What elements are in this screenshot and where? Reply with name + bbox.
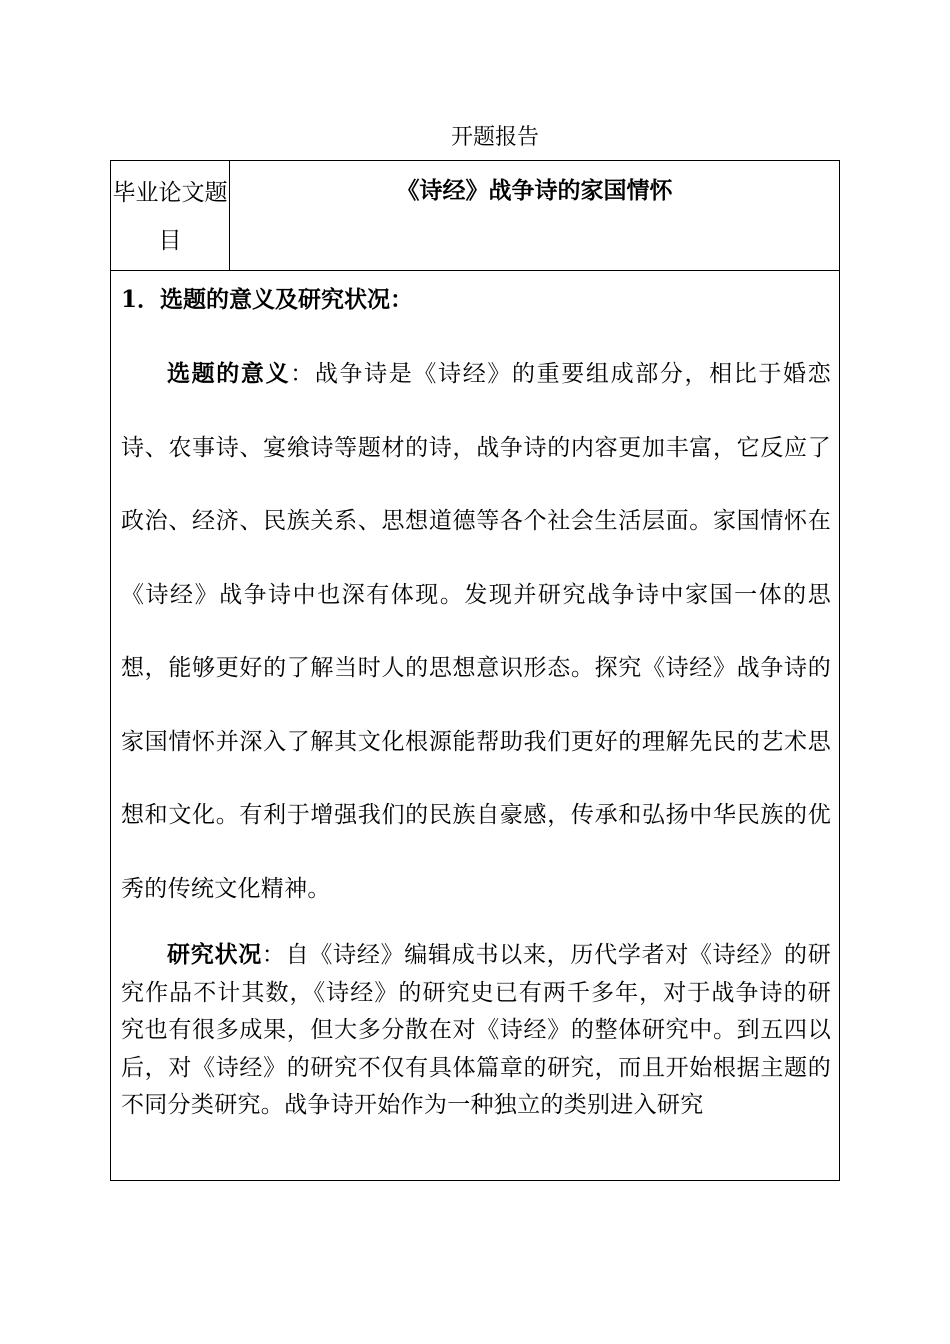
thesis-topic: 《诗经》战争诗的家国情怀 — [396, 177, 673, 204]
significance-lead: 选题的意义 — [167, 360, 291, 387]
thesis-title-label: 毕业论文题 目 — [111, 161, 230, 270]
section-heading: 1．选题的意义及研究状况： — [121, 286, 414, 313]
research-status-paragraph — [121, 936, 831, 1125]
significance-text: ：战争诗是《诗经》的重要组成部分，相比于婚恋诗、农事诗、宴飨诗等题材的诗，战争诗的内容更加丰富，它反应了政治、经济、民族关系、思想道德等各个社会生活层面。家国情怀在《诗经》战争诗中也深有体现。发现并研究战争诗中家国一体的思想，能够更好的了解当时人的思想意识形态。探究《诗经》战争诗的家国情怀并深入了解其文化根源能帮助我们更好的理解先民的艺术思想和文化。有利于增强我们的民族自豪感，传承和弘扬中华民族的优秀的传统文化精神。 — [121, 361, 831, 902]
research-status-text: ：自《诗经》编辑成书以来，历代学者对《诗经》的研究作品不计其数，《诗经》的研究史已有两千多年，对于战争诗的研究也有很多成果，但大多分散在对《诗经》的整体研究中。到五四以后，对《诗经》的研究不仅有具体篇章的研究，而且开始根据主题的不同分类研究。战争诗开始作为一种独立的类别进入研究 — [121, 942, 831, 1118]
significance-paragraph — [121, 337, 831, 926]
section-significance-and-status — [121, 273, 831, 1125]
proposal-table — [110, 160, 840, 1181]
document-title: 开题报告 — [450, 125, 539, 150]
thesis-title-row — [111, 161, 839, 271]
research-status-lead: 研究状况 — [167, 941, 262, 968]
